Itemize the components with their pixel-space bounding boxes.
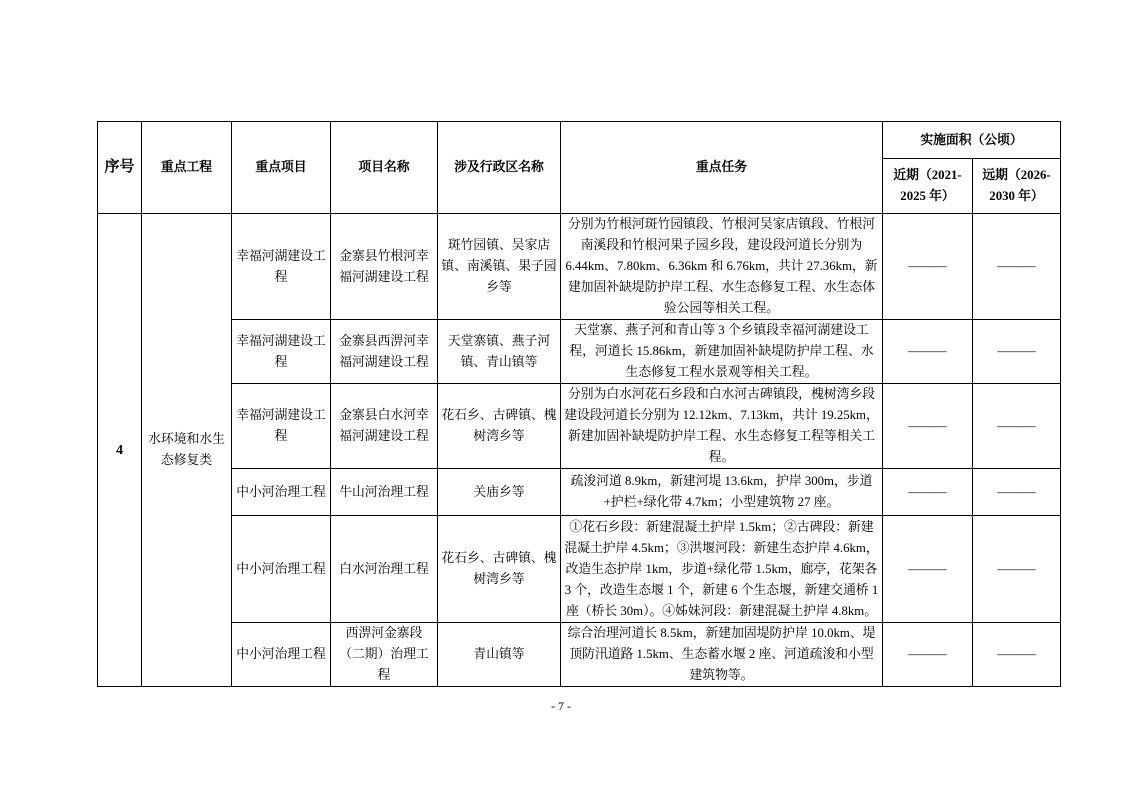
region-cell: 天堂寨镇、燕子河镇、青山镇等 [438,320,561,384]
project-name-cell: 西淠河金寨段（二期）治理工程 [331,623,438,687]
long-term-area-cell: ——— [973,516,1061,623]
near-term-area-cell: ——— [883,320,973,384]
table-body [98,214,1061,687]
page-number: - 7 - [551,699,571,713]
region-cell: 斑竹园镇、吴家店镇、南溪镇、果子园乡等 [438,214,561,320]
table-row [98,320,1061,384]
group-index-cell: 4 [98,214,142,687]
near-term-area-cell: ——— [883,384,973,469]
task-cell: 疏浚河道 8.9km，新建河堤 13.6km，护岸 300m，步道+护栏+绿化带 4.7km；小型建筑物 27 座。 [561,469,883,516]
task-cell: ①花石乡段：新建混凝土护岸 1.5km；②古碑段：新建混凝土护岸 4.5km；③洪堰河段：新建生态护岸 4.6km，改造生态护岸 1km，步道+绿化带 1.5km，廊亭，花架各 3 个，改造生态堰 1 个，新建 6 个生态堰，新建交通桥 1 座（桥长 30m）。④姊妹河段：新建混凝土护岸 4.8km。 [561,516,883,623]
header-task: 重点任务 [561,122,883,214]
table-row [98,623,1061,687]
header-project-name: 项目名称 [331,122,438,214]
table-header [98,122,1061,214]
near-term-area-cell: ——— [883,623,973,687]
long-term-area-cell: ——— [973,320,1061,384]
header-area: 实施面积（公顷） [883,122,1061,159]
long-term-area-cell: ——— [973,214,1061,320]
task-cell: 天堂寨、燕子河和青山等 3 个乡镇段幸福河湖建设工程，河道长 15.86km，新建加固补缺堤防护岸工程、水生态修复工程水景观等相关工程。 [561,320,883,384]
task-cell: 分别为白水河花石乡段和白水河古碑镇段，槐树湾乡段建设段河道长分别为 12.12km、7.13km，共计 19.25km，新建加固补缺堤防护岸工程、水生态修复工程等相关工程。 [561,384,883,469]
header-key-project: 重点项目 [232,122,331,214]
key-project-cell: 中小河治理工程 [232,516,331,623]
project-name-cell: 金寨县竹根河幸福河湖建设工程 [331,214,438,320]
task-cell: 综合治理河道长 8.5km，新建加固堤防护岸 10.0km、堤顶防汛道路 1.5km、生态蓄水堰 2 座、河道疏浚和小型建筑物等。 [561,623,883,687]
region-cell: 关庙乡等 [438,469,561,516]
header-region: 涉及行政区名称 [438,122,561,214]
long-term-area-cell: ——— [973,469,1061,516]
long-term-area-cell: ——— [973,384,1061,469]
region-cell: 花石乡、古碑镇、槐树湾乡等 [438,516,561,623]
project-name-cell: 金寨县西淠河幸福河湖建设工程 [331,320,438,384]
header-category: 重点工程 [142,122,232,214]
project-name-cell: 金寨县白水河幸福河湖建设工程 [331,384,438,469]
region-cell: 花石乡、古碑镇、槐树湾乡等 [438,384,561,469]
header-index: 序号 [98,122,142,214]
key-project-cell: 幸福河湖建设工程 [232,214,331,320]
table-row [98,214,1061,320]
key-project-cell: 中小河治理工程 [232,469,331,516]
header-long-term: 远期（2026-2030 年） [973,159,1061,214]
task-cell: 分别为竹根河斑竹园镇段、竹根河吴家店镇段、竹根河南溪段和竹根河果子园乡段，建设段河道长分别为 6.44km、7.80km、6.36km 和 6.76km，共计 27.36km，新建加固补缺堤防护岸工程、水生态修复工程、水生态体验公园等相关工程。 [561,214,883,320]
long-term-area-cell: ——— [973,623,1061,687]
key-project-cell: 幸福河湖建设工程 [232,320,331,384]
header-near-term: 近期（2021-2025 年） [883,159,973,214]
table-row [98,516,1061,623]
table-row [98,384,1061,469]
project-name-cell: 牛山河治理工程 [331,469,438,516]
key-project-cell: 中小河治理工程 [232,623,331,687]
near-term-area-cell: ——— [883,214,973,320]
region-cell: 青山镇等 [438,623,561,687]
key-project-cell: 幸福河湖建设工程 [232,384,331,469]
project-name-cell: 白水河治理工程 [331,516,438,623]
table-row [98,469,1061,516]
near-term-area-cell: ——— [883,469,973,516]
near-term-area-cell: ——— [883,516,973,623]
project-table [97,121,1061,687]
group-category-cell: 水环境和水生态修复类 [142,214,232,687]
header-row [98,122,1061,159]
